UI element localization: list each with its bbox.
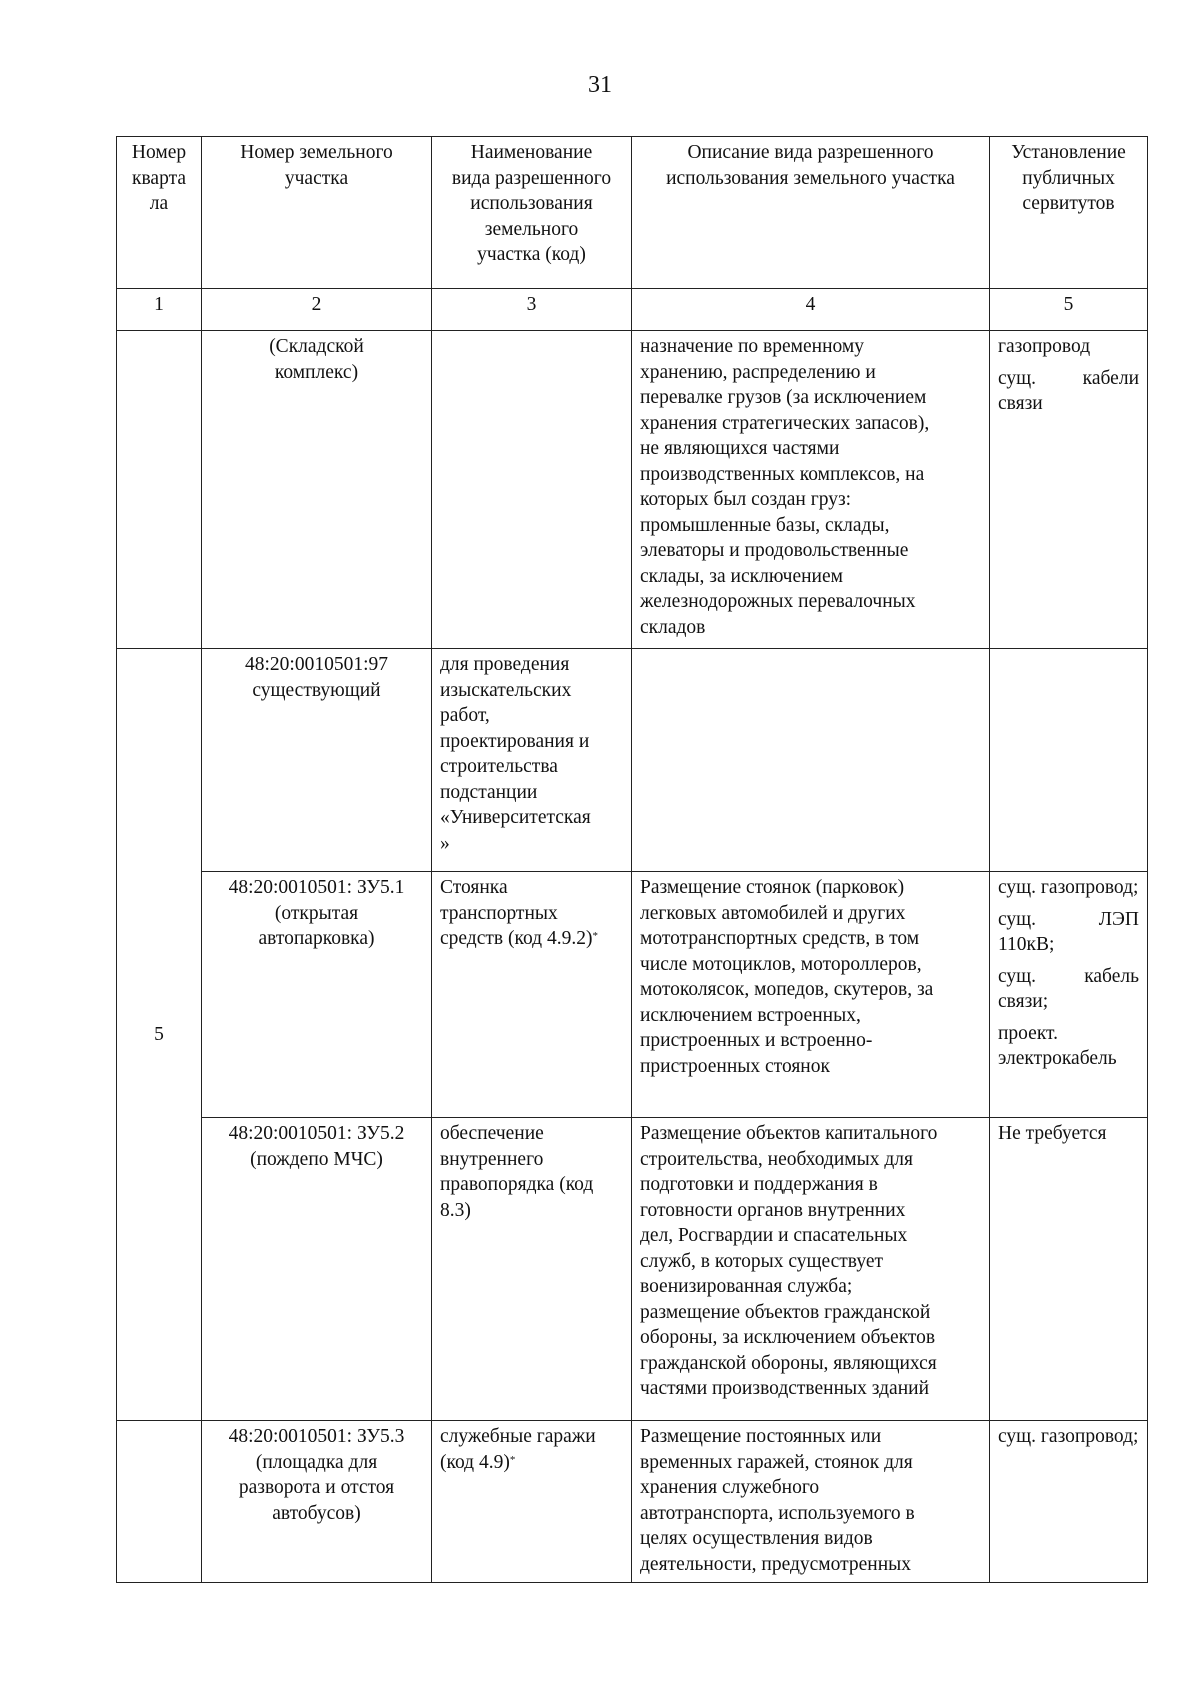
header-description: Описание вида разрешенного использования земельного участка [632, 137, 990, 289]
servitude-item: сущ. ЛЭП 110кВ; [998, 908, 1139, 955]
servitude-item: сущ. кабели связи [998, 367, 1139, 414]
footnote-mark: * [592, 930, 598, 942]
servitude-item: сущ. кабель связи; [998, 965, 1139, 1012]
use-name-cell [432, 331, 632, 649]
footnote-mark: * [509, 1453, 516, 1466]
description-cell: Размещение постоянных или временных гаражей, стоянок для хранения служебного автотранспорта, используемого в целях осуществления видов деятельности, предусмотренных [632, 1421, 990, 1583]
quarter-cell [117, 331, 202, 649]
quarter-cell [117, 1421, 202, 1583]
column-number: 4 [632, 289, 990, 331]
parcel-cell: 48:20:0010501: ЗУ5.3 (площадка для разворота и отстоя автобусов) [202, 1421, 432, 1583]
header-servitudes: Установление публичных сервитутов [990, 137, 1148, 289]
parcel-cell: (Складской комплекс) [202, 331, 432, 649]
table-row [117, 331, 1148, 649]
table-row [117, 1421, 1148, 1583]
servitudes-cell [990, 331, 1148, 649]
table-header-row [117, 137, 1148, 289]
page-number: 31 [588, 72, 612, 98]
servitudes-cell [990, 649, 1148, 872]
parcel-cell: 48:20:0010501: ЗУ5.1 (открытая автопарковка) [202, 872, 432, 1118]
use-name-text: служебные гаражи (код 4.9) [440, 1426, 596, 1473]
parcel-cell: 48:20:0010501: ЗУ5.2 (пождепо МЧС) [202, 1118, 432, 1421]
table-row [117, 1118, 1148, 1421]
column-number: 3 [432, 289, 632, 331]
servitudes-cell [990, 1421, 1148, 1583]
column-number: 5 [990, 289, 1148, 331]
description-cell [632, 649, 990, 872]
table-row [117, 649, 1148, 872]
servitude-item: газопровод [998, 336, 1091, 357]
column-number: 2 [202, 289, 432, 331]
header-use-name: Наименование вида разрешенного использования земельного участка (код) [432, 137, 632, 289]
servitude-item: сущ. газопровод; [998, 1426, 1139, 1447]
use-name-cell: обеспечение внутреннего правопорядка (код 8.3) [432, 1118, 632, 1421]
use-name-cell: для проведения изыскательских работ, проектирования и строительства подстанции «Университетская » [432, 649, 632, 872]
quarter-cell: 5 [117, 649, 202, 1421]
parcel-cell: 48:20:0010501:97 существующий [202, 649, 432, 872]
column-number: 1 [117, 289, 202, 331]
description-cell: Размещение объектов капитального строительства, необходимых для подготовки и поддержания в готовности органов внутренних дел, Росгвардии и спасательных служб, в которых существует военизированная служба; размещение объектов гражданской обороны, за исключением объектов гражданской обороны, являющихся частями производственных зданий [632, 1118, 990, 1421]
description-cell: назначение по временному хранению, распределению и перевалке грузов (за исключением хранения стратегических запасов), не являющихся частями производственных комплексов, на которых был создан груз: промышленные базы, склады, элеваторы и продовольственные склады, за исключением железнодорожных перевалочных складов [632, 331, 990, 649]
use-name-cell [432, 1421, 632, 1583]
land-use-table [116, 136, 1148, 1583]
description-cell: Размещение стоянок (парковок) легковых автомобилей и других мототранспортных средств, в том числе мотоциклов, мотороллеров, мотоколясок, мопедов, скутеров, за исключением встроенных, пристроенных и встроенно- пристроенных стоянок [632, 872, 990, 1118]
use-name-text: Стоянка транспортных средств (код 4.9.2) [440, 877, 593, 949]
header-quarter: Номер кварта ла [117, 137, 202, 289]
use-name-cell [432, 872, 632, 1118]
servitudes-cell [990, 872, 1148, 1118]
servitude-item: сущ. газопровод; [998, 877, 1139, 898]
header-parcel: Номер земельного участка [202, 137, 432, 289]
servitude-item: Не требуется [998, 1123, 1107, 1144]
column-number-row [117, 289, 1148, 331]
servitudes-cell [990, 1118, 1148, 1421]
table-row [117, 872, 1148, 1118]
servitude-item: проект. электрокабель [998, 1022, 1117, 1069]
